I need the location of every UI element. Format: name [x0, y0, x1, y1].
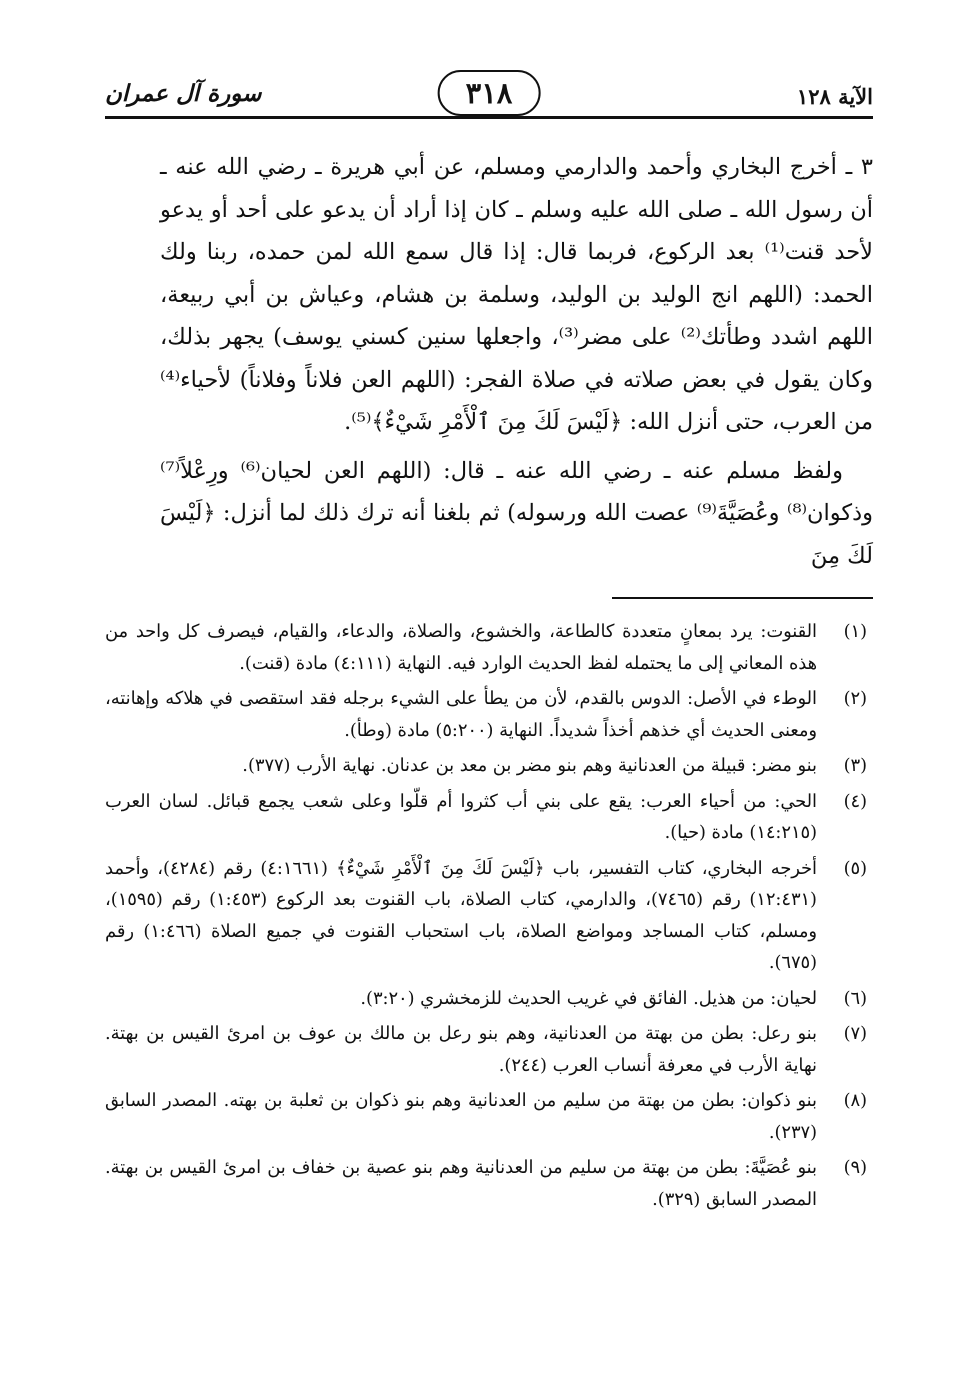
- footnote-9: [105, 1152, 867, 1215]
- footnote-number: (١): [843, 621, 867, 642]
- footnote-text: بنو مضر: قبيلة من العدنانية وهم بنو مضر بن معد بن عدنان. نهاية الأرب (٣٧٧).: [242, 755, 817, 776]
- footnote-number: (٩): [843, 1157, 867, 1178]
- footnote-text: الحي: من أحياء العرب: يقع على بني أب كثروا أم قلّوا وعلى شعب يجمع قبائل. لسان العرب (١٤:٢١٥) مادة (حيا).: [105, 790, 817, 843]
- footnote-number: (٣): [843, 755, 867, 776]
- footnote-number: (٧): [843, 1023, 867, 1044]
- footnote-number: (٨): [843, 1090, 867, 1111]
- footnote-number: (٦): [843, 987, 867, 1009]
- footnote-text: أخرجه البخاري، كتاب التفسير، باب ﴿لَيْسَ لَكَ مِنَ ٱلْأَمْرِ شَيْءٌ﴾ (٤:١٦٦١) رقم (٤٢٨٤)، وأحمد (١٢:٤٣١) رقم (٧٤٦٥)، والدارمي، كتاب الصلاة، باب القنوت بعد الركوع (١:٤٥٣) رقم (١٥٩٥)، ومسلم، كتاب المساجد ومواضع الصلاة، باب استحباب القنوت في جميع الصلاة (١:٤٦٦) رقم (٦٧٥).: [105, 857, 817, 973]
- footnote-7: [105, 1018, 867, 1081]
- main-text: [160, 146, 873, 583]
- footnote-8: [105, 1085, 867, 1148]
- footnote-text: القنوت: يرد بمعانٍ متعددة كالطاعة، والخشوع، والصلاة، والدعاء، والقيام، فيصرف كل واحد من هذه المعاني إلى ما يحتمله لفظ الحديث الوارد فيه. النهاية (٤:١١١) مادة (قنت).: [105, 621, 817, 674]
- footnote-5: [105, 853, 867, 979]
- footnote-number: (٥): [843, 857, 867, 879]
- footnote-number: (٤): [843, 790, 867, 812]
- ayah-label: الآية ١٢٨: [796, 84, 873, 109]
- footnote-1: [105, 616, 867, 679]
- footnote-6: [105, 983, 867, 1015]
- page-number: ٣١٨: [438, 70, 541, 116]
- footnote-number: (٢): [843, 688, 867, 709]
- footnote-2: [105, 683, 867, 746]
- footnote-text: لحيان: من هذيل. الفائق في غريب الحديث للزمخشري (٣:٢٠).: [360, 987, 817, 1009]
- page-header: [105, 76, 873, 128]
- footnote-separator: [612, 597, 873, 599]
- footnotes: [105, 616, 867, 1219]
- footnote-text: بنو ذكوان: بطن من بهتة من سليم من العدنانية وهم بنو ذكوان بن ثعلبة بن بهته. المصدر السابق (٢٣٧).: [105, 1090, 817, 1143]
- footnote-text: بنو رعل: بطن من بهتة من العدنانية، وهم بنو رعل بن مالك بن عوف بن امرئ القيس بن بهتة. نهاية الأرب في معرفة أنساب العرب (٢٤٤).: [105, 1023, 817, 1076]
- footnote-4: [105, 786, 867, 849]
- footnote-text: بنو عُصَيَّةَ: بطن من بهتة من سليم من العدنانية وهم بنو عصية بن خفاف بن امرئ القيس بن بهتة. المصدر السابق (٣٢٩).: [105, 1157, 817, 1210]
- footnote-3: [105, 750, 867, 782]
- surah-name: سورة آل عمران: [105, 80, 262, 107]
- paragraph-1: ٣ ـ أخرج البخاري وأحمد والدارمي ومسلم، عن أبي هريرة ـ رضي الله عنه ـ أن رسول الله ـ صلى الله عليه وسلم ـ كان إذا أراد أن يدعو على أحد أو يدعو لأحد قنت⁽¹⁾ بعد الركوع، فربما قال: إذا قال سمع الله لمن حمده، ربنا ولك الحمد: (اللهم انج الوليد بن الوليد، وسلمة بن هشام، وعياش بن أبي ربيعة، اللهم اشدد وطأتك⁽²⁾ على مضر⁽³⁾، واجعلها سنين كسني يوسف) يجهر بذلك، وكان يقول في بعض صلاته في صلاة الفجر: (اللهم العن فلاناً وفلاناً) لأحياء⁽⁴⁾ من العرب، حتى أنزل الله: ﴿لَيْسَ لَكَ مِنَ ٱلْأَمْرِ شَيْءٌ﴾⁽⁵⁾.: [160, 154, 873, 435]
- paragraph-2: ولفظ مسلم عنه ـ رضي الله عنه ـ قال: (اللهم العن لحيان⁽⁶⁾ ورِعْلاً⁽⁷⁾ وذكوان⁽⁸⁾ وعُصَيَّةَ⁽⁹⁾ عصت الله ورسوله) ثم بلغنا أنه ترك ذلك لما أنزل: ﴿لَيْسَ لَكَ مِنَ: [160, 457, 873, 569]
- footnote-text: الوطء في الأصل: الدوس بالقدم، لأن من يطأ على الشيء برجله فقد استقصى في هلاكه وإهانته، ومعنى الحديث أي خذهم أخذاً شديداً. النهاية (٥:٢٠٠) مادة (وطأ).: [105, 688, 817, 741]
- header-rule: [105, 116, 873, 119]
